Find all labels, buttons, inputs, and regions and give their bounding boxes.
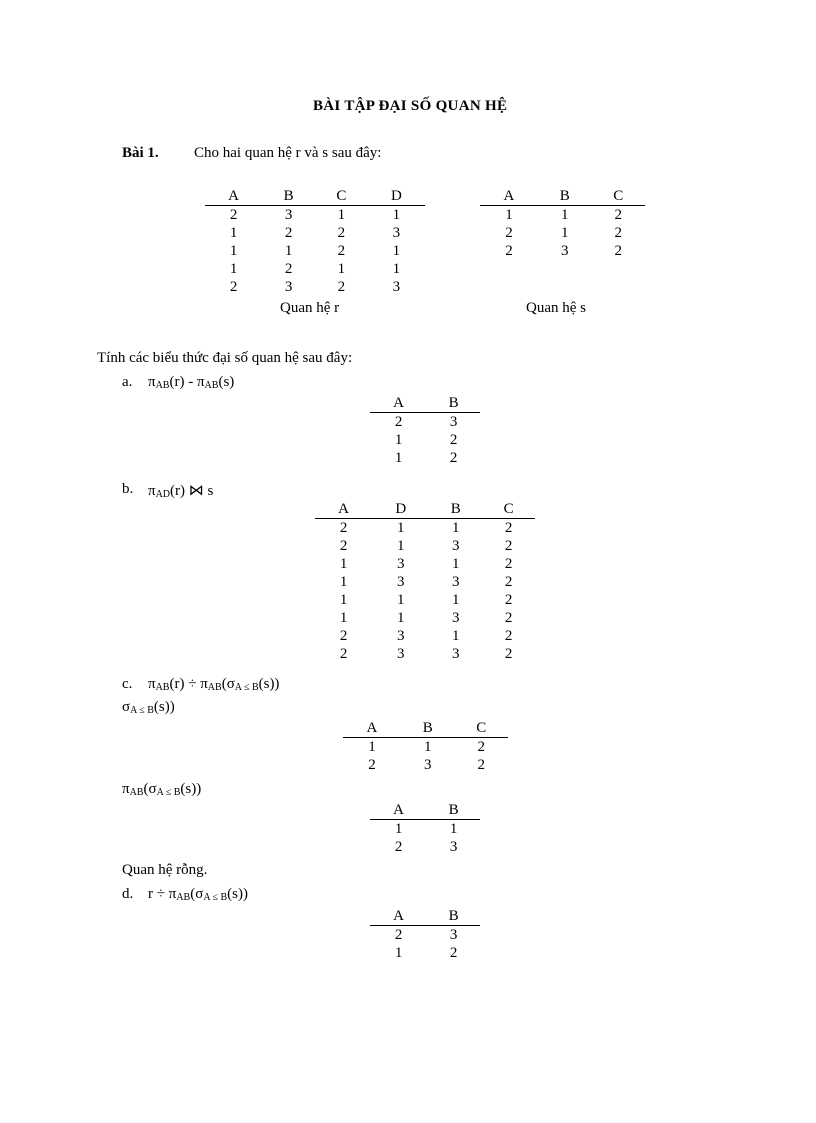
table-row: [370, 838, 480, 856]
table-cell: 1: [452, 628, 460, 644]
table-row: [315, 555, 535, 573]
table-row: [205, 278, 425, 296]
table-cell: 2: [449, 432, 458, 448]
part-b-result-table: [315, 501, 535, 663]
column-header: B: [427, 395, 480, 413]
table-cell: 3: [449, 927, 458, 943]
table-cell: 1: [452, 592, 460, 608]
exercise-prompt: Cho hai quan hệ r và s sau đây:: [194, 145, 382, 161]
table-row: [370, 926, 480, 945]
table-row: [315, 591, 535, 609]
table-cell: 1: [284, 243, 293, 259]
part-c-expression: $\pi_{AB}(r) \div \pi_{AB}(\sigma_{A \le B}(s))$: [148, 676, 280, 693]
table-cell: 2: [477, 757, 485, 773]
table-cell: 3: [560, 243, 569, 259]
table-cell: 1: [229, 261, 238, 277]
part-d-label: d.: [122, 886, 134, 902]
part-d-result-table: [370, 908, 480, 962]
column-header: A: [370, 908, 427, 926]
table-cell: 2: [229, 279, 238, 295]
table-cell: 2: [614, 207, 622, 223]
relation-r-caption: Quan hệ r: [280, 300, 340, 316]
table-row: [370, 820, 480, 839]
page-title: BÀI TẬP ĐẠI SỐ QUAN HỆ: [313, 98, 508, 114]
table-row: [343, 756, 508, 774]
part-c-step2-expression: $\pi_{AB}(\sigma_{A \le B}(s))$: [122, 781, 202, 798]
table-cell: 2: [614, 243, 622, 259]
column-header: B: [538, 188, 592, 206]
instruction-text: Tính các biểu thức đại số quan hệ sau đây:: [97, 350, 353, 366]
table-cell: 1: [392, 207, 401, 223]
column-header: A: [343, 720, 401, 738]
table-row: [315, 537, 535, 555]
table-cell: 1: [339, 610, 348, 626]
table-cell: 2: [504, 592, 513, 608]
column-header: A: [315, 501, 372, 519]
table-cell: 2: [504, 574, 513, 590]
table-cell: 1: [560, 225, 569, 241]
table-cell: 1: [397, 610, 405, 626]
table-row: [205, 206, 425, 225]
column-header: C: [315, 188, 368, 206]
table-cell: 1: [337, 207, 346, 223]
table-cell: 2: [339, 520, 348, 536]
table-cell: 1: [229, 243, 238, 259]
table-cell: 2: [505, 243, 513, 259]
table-cell: 2: [394, 839, 403, 855]
table-cell: 3: [449, 839, 458, 855]
table-cell: 3: [452, 538, 460, 554]
table-cell: 2: [504, 556, 513, 572]
table-cell: 3: [397, 574, 405, 590]
table-cell: 3: [392, 279, 401, 295]
column-header: A: [205, 188, 262, 206]
table-cell: 1: [392, 243, 401, 259]
table-cell: 3: [452, 610, 460, 626]
column-header: B: [429, 501, 482, 519]
table-cell: 1: [339, 592, 348, 608]
table-cell: 1: [449, 821, 458, 837]
table-cell: 3: [452, 574, 460, 590]
table-row: [370, 449, 480, 467]
relation-s-table: [480, 188, 645, 260]
table-cell: 2: [504, 610, 513, 626]
column-header: C: [591, 188, 645, 206]
table-cell: 1: [339, 556, 348, 572]
part-a-result-table: [370, 395, 480, 467]
table-row: [315, 627, 535, 645]
table-header-row: [370, 908, 480, 926]
table-cell: 2: [339, 538, 348, 554]
table-cell: 3: [397, 646, 405, 662]
part-c-step1-expression: $\sigma_{A \le B}(s)$): [122, 699, 175, 716]
table-cell: 1: [394, 945, 403, 961]
column-header: D: [372, 501, 429, 519]
table-header-row: [205, 188, 425, 206]
part-b-label: b.: [122, 481, 134, 497]
table-cell: 2: [504, 646, 513, 662]
table-cell: 2: [477, 739, 485, 755]
part-c-step1-table: [343, 720, 508, 774]
table-row: [370, 413, 480, 432]
table-cell: 2: [368, 757, 376, 773]
table-cell: 1: [397, 520, 405, 536]
table-cell: 2: [505, 225, 513, 241]
table-cell: 2: [337, 243, 346, 259]
table-cell: 1: [394, 450, 403, 466]
table-cell: 2: [504, 628, 513, 644]
table-cell: 1: [229, 225, 238, 241]
table-row: [205, 242, 425, 260]
table-cell: 3: [423, 757, 432, 773]
table-cell: 1: [505, 207, 513, 223]
column-header: B: [427, 802, 480, 820]
table-cell: 2: [504, 520, 513, 536]
part-a-label: a.: [122, 374, 133, 390]
table-cell: 1: [452, 520, 460, 536]
table-row: [315, 573, 535, 591]
table-cell: 3: [397, 628, 405, 644]
column-header: D: [368, 188, 425, 206]
table-row: [343, 738, 508, 757]
table-cell: 3: [284, 207, 293, 223]
table-row: [315, 519, 535, 538]
table-cell: 1: [394, 821, 403, 837]
table-cell: 2: [614, 225, 622, 241]
table-cell: 3: [392, 225, 401, 241]
part-c-conclusion: Quan hệ rỗng.: [122, 862, 208, 878]
relation-r-table: [205, 188, 425, 296]
column-header: B: [262, 188, 315, 206]
part-d-expression: $r \div \pi_{AB}(\sigma_{A \le B}(s))$: [148, 886, 248, 903]
table-cell: 2: [394, 414, 403, 430]
table-cell: 1: [560, 207, 569, 223]
table-cell: 3: [449, 414, 458, 430]
table-row: [315, 609, 535, 627]
table-cell: 3: [284, 279, 293, 295]
table-cell: 2: [337, 225, 346, 241]
table-header-row: [370, 802, 480, 820]
table-cell: 2: [504, 538, 513, 554]
table-header-row: [370, 395, 480, 413]
column-header: C: [482, 501, 535, 519]
table-cell: 2: [229, 207, 238, 223]
table-cell: 2: [284, 261, 293, 277]
part-b-expression: $\pi_{AD}(r)$ ⋈ s: [148, 483, 214, 500]
table-row: [480, 224, 645, 242]
table-cell: 1: [452, 556, 460, 572]
table-cell: 2: [337, 279, 346, 295]
table-cell: 2: [394, 927, 403, 943]
column-header: A: [480, 188, 538, 206]
table-cell: 1: [392, 261, 401, 277]
table-cell: 2: [339, 628, 348, 644]
column-header: A: [370, 395, 427, 413]
table-cell: 1: [397, 538, 405, 554]
table-cell: 1: [339, 574, 348, 590]
table-cell: 1: [337, 261, 346, 277]
table-row: [315, 645, 535, 663]
table-row: [370, 431, 480, 449]
table-row: [370, 944, 480, 962]
table-cell: 1: [423, 739, 432, 755]
column-header: B: [401, 720, 455, 738]
column-header: A: [370, 802, 427, 820]
part-a-expression: $\pi_{AB}(r) - \pi_{AB}(s)$: [148, 374, 235, 391]
table-row: [480, 242, 645, 260]
table-header-row: [343, 720, 508, 738]
exercise-label: Bài 1.: [122, 145, 159, 161]
table-cell: 3: [397, 556, 405, 572]
table-cell: 2: [449, 945, 458, 961]
part-c-step2-table: [370, 802, 480, 856]
column-header: C: [454, 720, 508, 738]
table-cell: 2: [449, 450, 458, 466]
table-cell: 2: [284, 225, 293, 241]
table-header-row: [315, 501, 535, 519]
table-cell: 3: [452, 646, 460, 662]
relation-s-caption: Quan hệ s: [526, 300, 586, 316]
table-cell: 1: [397, 592, 405, 608]
table-cell: 1: [368, 739, 376, 755]
table-row: [480, 206, 645, 225]
table-cell: 2: [339, 646, 348, 662]
column-header: B: [427, 908, 480, 926]
table-header-row: [480, 188, 645, 206]
table-cell: 1: [394, 432, 403, 448]
table-row: [205, 224, 425, 242]
table-row: [205, 260, 425, 278]
part-c-label: c.: [122, 676, 133, 692]
